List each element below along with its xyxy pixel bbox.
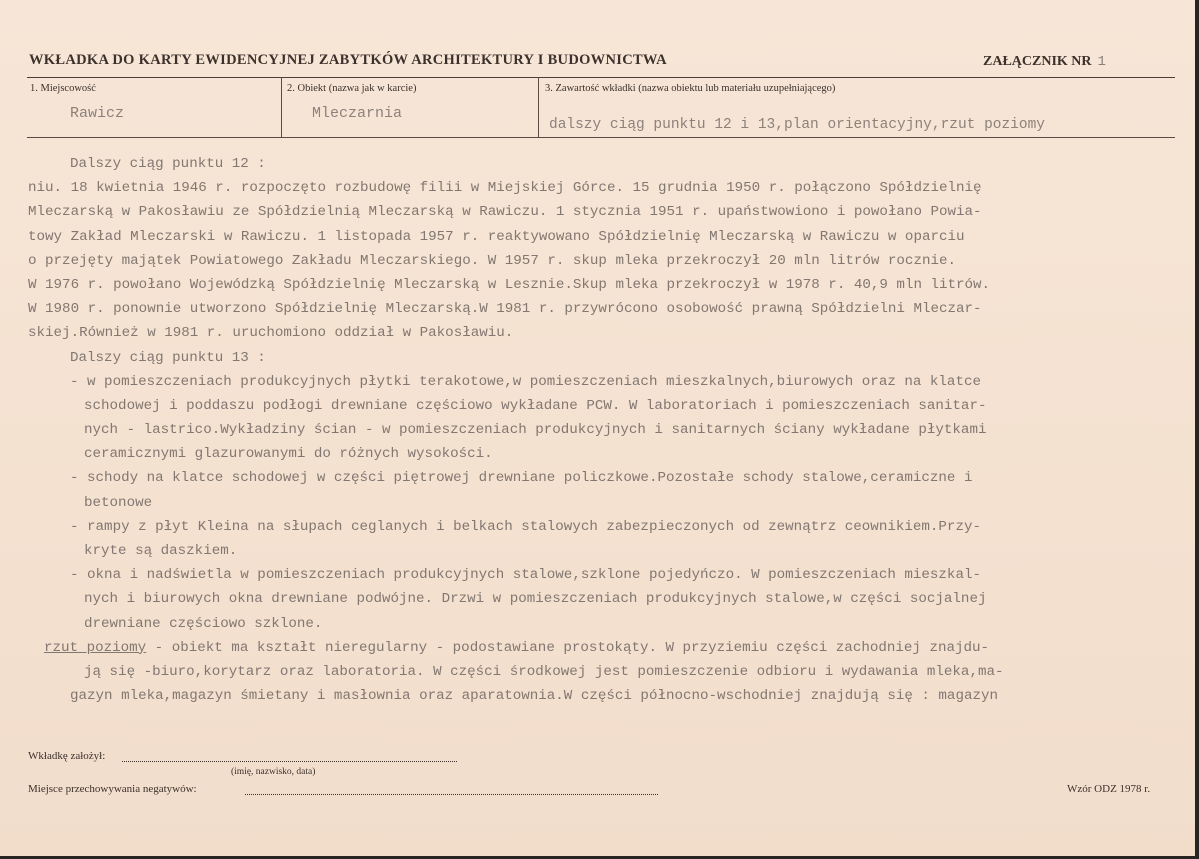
made-by-line[interactable] <box>122 761 457 762</box>
body-line: schodowej i poddaszu podłogi drewniane częściowo wykładane PCW. W laboratoriach i pomieszczeniach sanitar- <box>84 397 987 414</box>
body-line: Dalszy ciąg punktu 12 : <box>70 156 266 172</box>
body-line-plan <box>28 636 1193 660</box>
body-line: - rampy z płyt Kleina na słupach ceglanych i belkach stalowych zabezpieczonych od zewnątrz ceownikiem.Przy- <box>70 518 981 535</box>
body-line: - w pomieszczeniach produkcyjnych płytki terakotowe,w pomieszczeniach mieszkalnych,biurowych oraz na klatce <box>70 373 981 390</box>
contents-value: dalszy ciąg punktu 12 i 13,plan orientacyjny,rzut poziomy <box>549 117 1045 133</box>
body-line: nych - lastrico.Wykładziny ścian - w pomieszczeniach produkcyjnych i sanitarnych ściany wykładane płytkami <box>84 422 987 439</box>
floor-plan-heading: rzut poziomy <box>44 639 147 656</box>
scan-edge-right <box>1195 0 1199 859</box>
body-line: niu. 18 kwietnia 1946 r. rozpoczęto rozbudowę filii w Miejskiej Górce. 15 grudnia 1950 r. połączono Spółdzielnię <box>28 180 982 197</box>
annex-number: 1 <box>1097 54 1106 70</box>
body-line: gazyn mleka,magazyn śmietany i masłownia oraz aparatownia.W części północno-wschodniej znajdują się : magazyn <box>70 688 999 705</box>
body-line: W 1980 r. ponownie utworzono Spółdzielnię Mleczarską.W 1981 r. przywrócono osobowość prawną Spółdzielni Mleczar- <box>28 301 982 318</box>
negatives-label: Miejsce przechowywania negatywów: <box>28 783 197 795</box>
form-id: Wzór ODZ 1978 r. <box>1067 783 1151 795</box>
body-line: nych i biurowych okna drewniane podwójne. Drzwi w pomieszczeniach produkcyjnych stalowe,w części socjalnej <box>84 591 987 608</box>
body-line: skiej.Również w 1981 r. uruchomiono oddział w Pakosławiu. <box>28 325 514 342</box>
place-label: 1. Miejscowość <box>30 83 96 94</box>
body-line: - okna i nadświetla w pomieszczeniach produkcyjnych stalowe,szklone pojedyńczo. W pomieszczeniach mieszkal- <box>70 567 981 584</box>
made-by-hint: (imię, nazwisko, data) <box>231 767 316 777</box>
header-rule <box>27 77 1175 78</box>
body-line: W 1976 r. powołano Wojewódzką Spółdzielnię Mleczarską w Lesznie.Skup mleka przekroczył w 1978 r. 40,9 mln litrów. <box>28 276 991 293</box>
annex-label: ZAŁĄCZNIK NR <box>983 54 1092 69</box>
made-by-label: Wkładkę założył: <box>28 750 106 762</box>
body-line: drewniane częściowo szklone. <box>84 615 323 632</box>
body-line: ceramicznymi glazurowanymi do różnych wysokości. <box>84 446 493 463</box>
field-divider-2 <box>538 77 539 137</box>
negatives-line[interactable] <box>245 794 658 795</box>
body-line: - schody na klatce schodowej w części piętrowej drewniane policzkowe.Pozostałe schody stalowe,ceramiczne i <box>70 470 973 487</box>
body-line: o przejęty majątek Powiatowego Zakładu Mleczarskiego. W 1957 r. skup mleka przekroczył 20 mln litrów rocznie. <box>28 252 957 269</box>
typed-body <box>28 152 1193 708</box>
annex-label-wrap <box>983 54 1106 70</box>
floor-plan-text: - obiekt ma kształt nieregularny - podostawiane prostokąty. W przyziemiu części zachodniej znajdu- <box>146 639 990 656</box>
body-line: Mleczarską w Pakosławiu ze Spółdzielnią Mleczarską w Rawiczu. 1 stycznia 1951 r. upaństwowiono i powołano Powia- <box>28 204 982 221</box>
object-label: 2. Obiekt (nazwa jak w karcie) <box>287 83 417 94</box>
body-line: towy Zakład Mleczarski w Rawiczu. 1 listopada 1957 r. reaktywowano Spółdzielnię Mleczarską w Rawiczu w oparciu <box>28 228 965 245</box>
body-line: betonowe <box>84 494 153 511</box>
fields-rule <box>27 137 1175 138</box>
card-title: WKŁADKA DO KARTY EWIDENCYJNEJ ZABYTKÓW ARCHITEKTURY I BUDOWNICTWA <box>29 52 667 68</box>
body-line: ją się -biuro,korytarz oraz laboratoria. W części środkowej jest pomieszczenie odbioru i wydawania mleka,ma- <box>84 663 1004 680</box>
place-value: Rawicz <box>70 105 125 122</box>
body-line: Dalszy ciąg punktu 13 : <box>70 349 266 366</box>
field-divider-1 <box>281 77 282 137</box>
contents-label: 3. Zawartość wkładki (nazwa obiektu lub materiału uzupełniającego) <box>545 83 836 94</box>
object-value: Mleczarnia <box>312 105 403 122</box>
body-line: kryte są daszkiem. <box>84 543 238 559</box>
